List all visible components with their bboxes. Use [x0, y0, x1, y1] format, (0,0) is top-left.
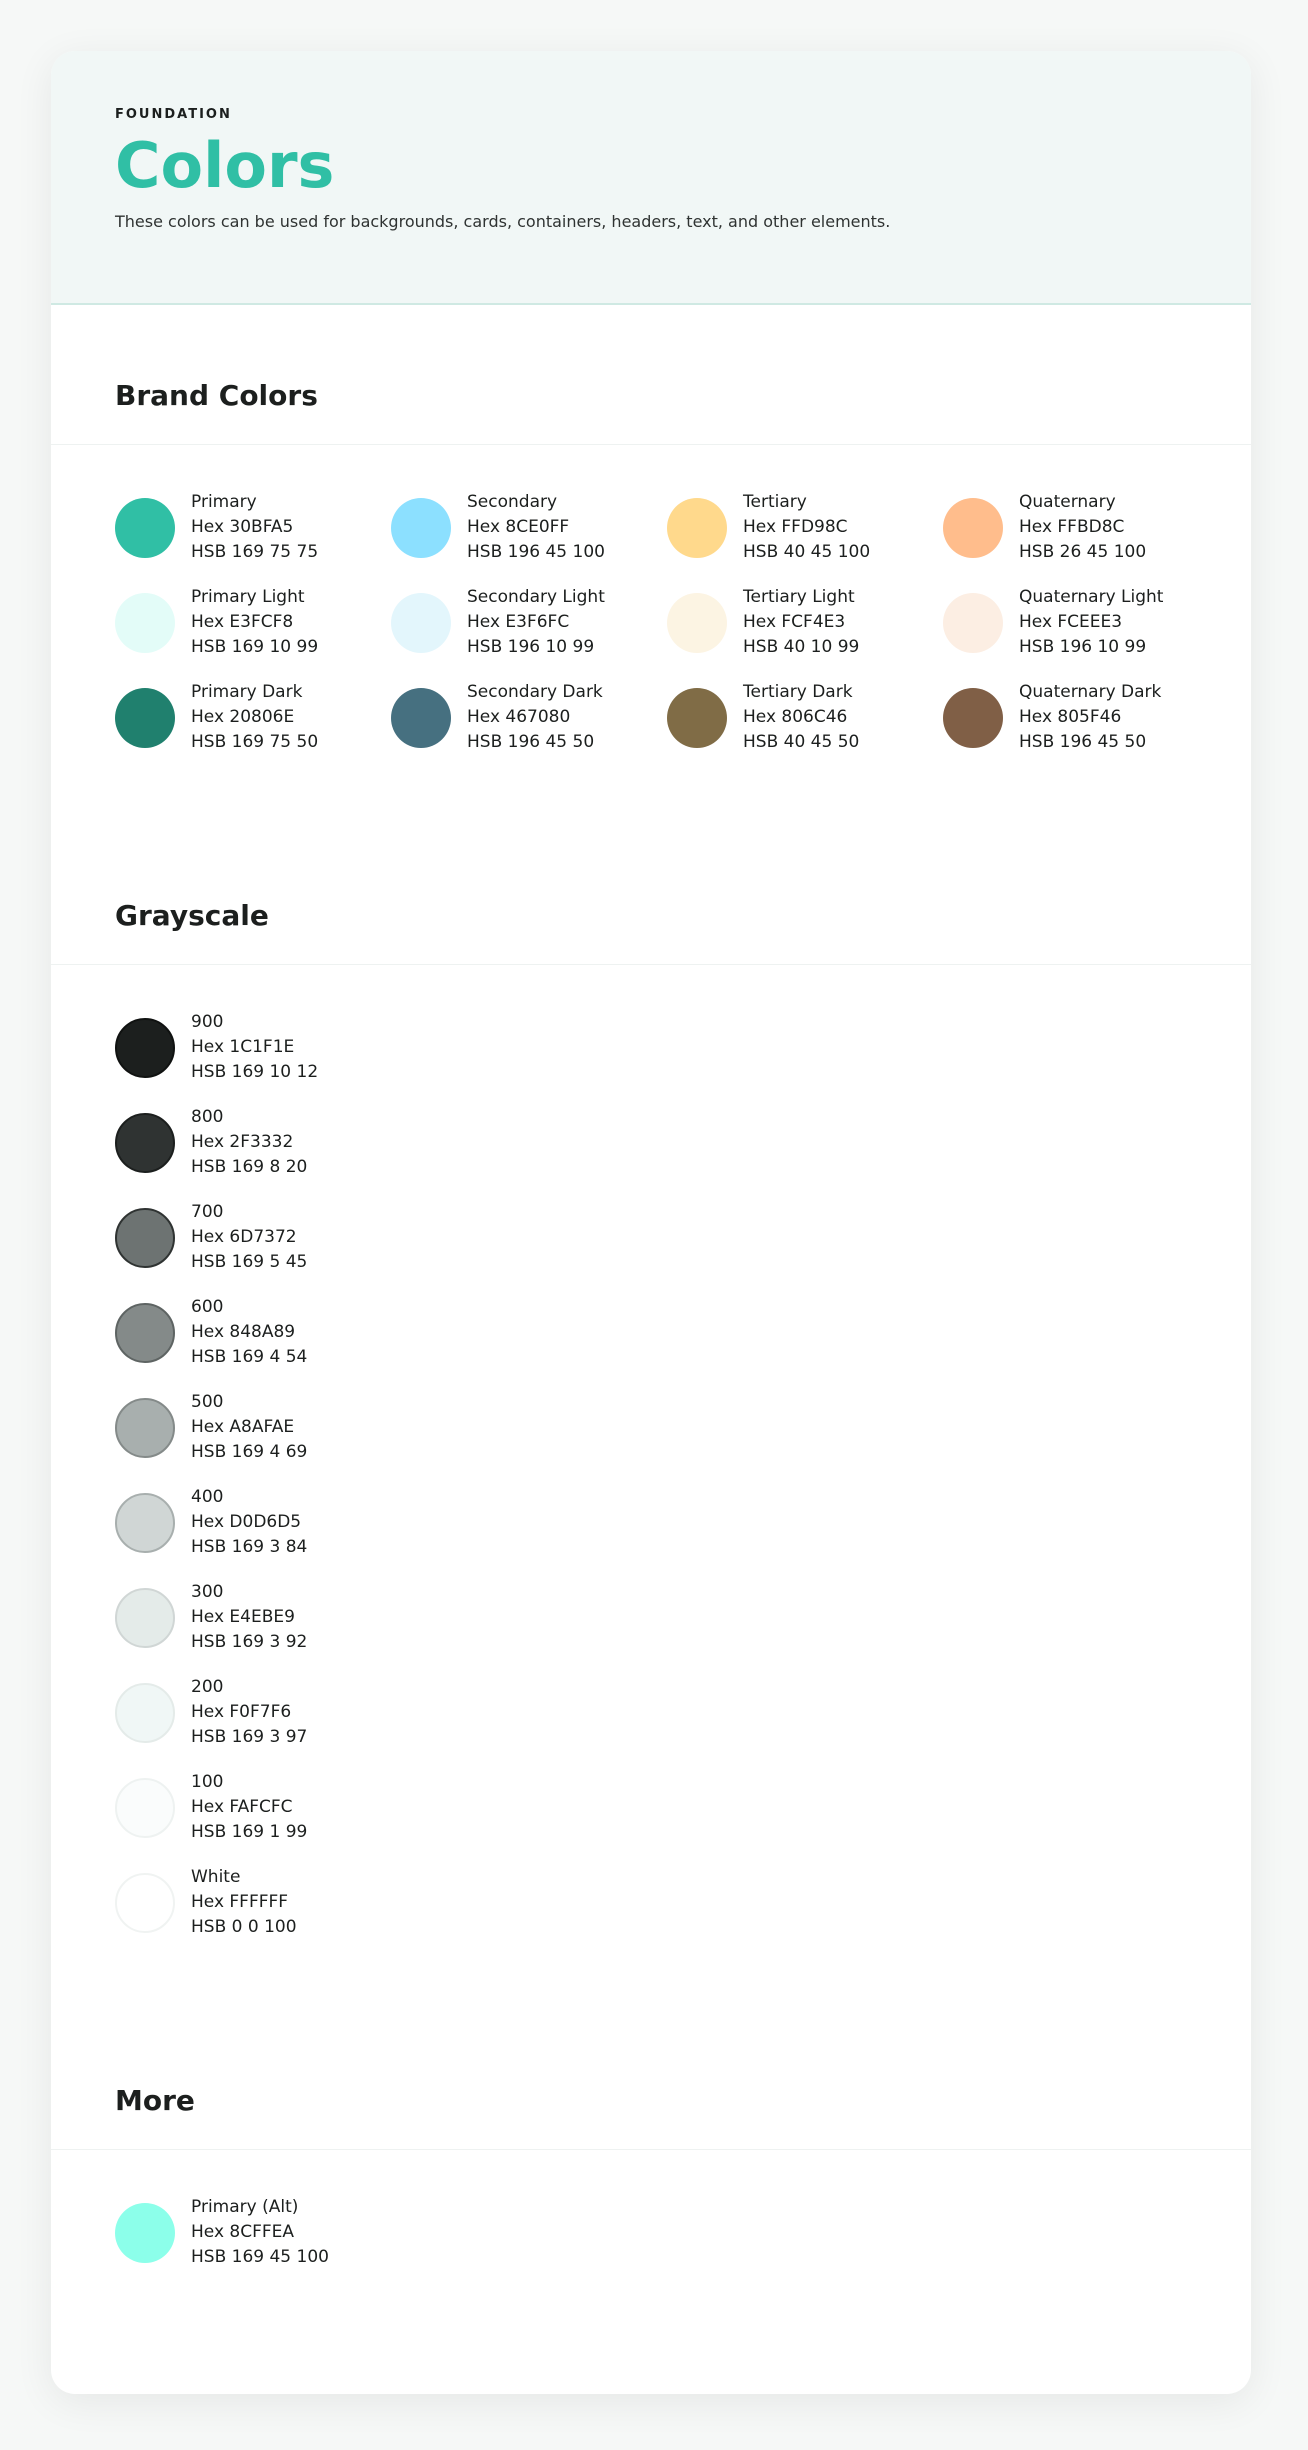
color-circle — [391, 688, 451, 748]
color-meta — [191, 1580, 307, 1655]
color-hex: Hex FFBD8C — [1019, 517, 1125, 537]
color-name: 300 — [191, 1582, 224, 1602]
color-hex: Hex E3FCF8 — [191, 612, 294, 632]
color-circle — [667, 688, 727, 748]
color-hsb: HSB 169 10 12 — [191, 1062, 319, 1082]
color-meta — [191, 1105, 307, 1180]
page-title: Colors — [115, 129, 335, 202]
color-hsb: HSB 169 4 54 — [191, 1347, 308, 1367]
color-name: Tertiary Dark — [743, 682, 853, 702]
color-meta — [191, 1865, 297, 1940]
color-swatch — [667, 585, 943, 660]
color-hsb: HSB 169 1 99 — [191, 1822, 308, 1842]
color-name: 900 — [191, 1012, 224, 1032]
color-name: Primary — [191, 492, 257, 512]
color-hsb: HSB 169 3 92 — [191, 1632, 308, 1652]
color-name: White — [191, 1867, 241, 1887]
color-hex: Hex FFD98C — [743, 517, 848, 537]
color-swatch — [115, 680, 391, 755]
color-name: 200 — [191, 1677, 224, 1697]
color-hsb: HSB 196 10 99 — [467, 637, 595, 657]
color-hex: Hex 806C46 — [743, 707, 848, 727]
color-hsb: HSB 169 3 97 — [191, 1727, 308, 1747]
color-name: Secondary Dark — [467, 682, 603, 702]
color-meta — [191, 1390, 307, 1465]
color-hsb: HSB 169 5 45 — [191, 1252, 308, 1272]
color-swatch — [115, 1200, 1187, 1275]
color-name: Primary (Alt) — [191, 2197, 299, 2217]
color-hex: Hex 8CFFEA — [191, 2222, 295, 2242]
color-circle — [115, 1493, 175, 1553]
color-hsb: HSB 40 45 50 — [743, 732, 860, 752]
color-hex: Hex FCF4E3 — [743, 612, 846, 632]
color-hsb: HSB 40 45 100 — [743, 542, 871, 562]
color-circle — [115, 1018, 175, 1078]
color-hex: Hex D0D6D5 — [191, 1512, 302, 1532]
color-hsb: HSB 169 75 50 — [191, 732, 319, 752]
color-swatch — [115, 1105, 1187, 1180]
color-name: Tertiary Light — [743, 587, 855, 607]
color-meta — [191, 680, 318, 755]
color-circle — [115, 1398, 175, 1458]
color-hsb: HSB 169 75 75 — [191, 542, 319, 562]
color-swatch — [391, 585, 667, 660]
color-hex: Hex F0F7F6 — [191, 1702, 292, 1722]
color-meta — [191, 1010, 318, 1085]
color-meta — [467, 680, 603, 755]
color-circle — [115, 1303, 175, 1363]
color-circle — [943, 688, 1003, 748]
color-hex: Hex E4EBE9 — [191, 1607, 295, 1627]
color-name: 400 — [191, 1487, 224, 1507]
color-circle — [667, 593, 727, 653]
color-swatch — [115, 1580, 1187, 1655]
color-meta — [191, 1295, 307, 1370]
color-swatch — [115, 1675, 1187, 1750]
color-meta — [191, 1770, 307, 1845]
color-name: 700 — [191, 1202, 224, 1222]
color-swatch — [115, 1010, 1187, 1085]
color-hex: Hex FFFFFF — [191, 1892, 289, 1912]
color-swatch — [115, 585, 391, 660]
color-hsb: HSB 169 45 100 — [191, 2247, 329, 2267]
color-meta — [1019, 490, 1146, 565]
color-name: 500 — [191, 1392, 224, 1412]
color-hex: Hex 6D7372 — [191, 1227, 297, 1247]
color-circle — [115, 593, 175, 653]
section-title-more: More — [115, 2084, 195, 2117]
color-hsb: HSB 169 3 84 — [191, 1537, 308, 1557]
color-hex: Hex 20806E — [191, 707, 295, 727]
grayscale-section — [51, 755, 1251, 1940]
color-swatch — [667, 680, 943, 755]
color-name: Tertiary — [743, 492, 807, 512]
color-hex: Hex 30BFA5 — [191, 517, 294, 537]
color-meta — [467, 585, 605, 660]
eyebrow-label: FOUNDATION — [115, 107, 232, 122]
color-swatch — [115, 1865, 1187, 1940]
color-hex: Hex A8AFAE — [191, 1417, 295, 1437]
more-swatch-list — [51, 2150, 1251, 2270]
color-swatch — [943, 680, 1219, 755]
color-name: Quaternary — [1019, 492, 1116, 512]
color-circle — [115, 1683, 175, 1743]
color-hsb: HSB 169 8 20 — [191, 1157, 308, 1177]
color-swatch — [115, 490, 391, 565]
color-swatch — [115, 1295, 1187, 1370]
color-hsb: HSB 26 45 100 — [1019, 542, 1147, 562]
color-name: 800 — [191, 1107, 224, 1127]
color-circle — [943, 498, 1003, 558]
color-swatch — [391, 490, 667, 565]
color-swatch — [667, 490, 943, 565]
color-name: Secondary Light — [467, 587, 605, 607]
color-circle — [115, 1873, 175, 1933]
color-hsb: HSB 0 0 100 — [191, 1917, 297, 1937]
color-meta — [191, 490, 318, 565]
color-circle — [115, 2203, 175, 2263]
color-hsb: HSB 196 45 50 — [467, 732, 595, 752]
color-name: 600 — [191, 1297, 224, 1317]
color-hex: Hex E3F6FC — [467, 612, 570, 632]
color-circle — [115, 498, 175, 558]
color-swatch — [391, 680, 667, 755]
color-meta — [1019, 680, 1161, 755]
brand-swatch-grid — [51, 445, 1251, 755]
color-meta — [191, 2195, 329, 2270]
color-hex: Hex 1C1F1E — [191, 1037, 295, 1057]
brand-colors-section — [51, 305, 1251, 755]
color-hsb: HSB 169 10 99 — [191, 637, 319, 657]
color-circle — [391, 498, 451, 558]
colors-card — [51, 51, 1251, 2394]
color-hex: Hex 467080 — [467, 707, 571, 727]
color-meta — [191, 585, 318, 660]
color-hsb: HSB 40 10 99 — [743, 637, 860, 657]
color-hex: Hex FAFCFC — [191, 1797, 293, 1817]
more-section — [51, 1940, 1251, 2270]
color-swatch — [943, 490, 1219, 565]
color-circle — [391, 593, 451, 653]
color-hsb: HSB 196 10 99 — [1019, 637, 1147, 657]
color-hsb: HSB 196 45 50 — [1019, 732, 1147, 752]
grayscale-swatch-list — [51, 965, 1251, 1940]
color-meta — [743, 585, 859, 660]
color-name: Quaternary Light — [1019, 587, 1164, 607]
color-meta — [191, 1200, 307, 1275]
color-meta — [467, 490, 605, 565]
color-hex: Hex 848A89 — [191, 1322, 296, 1342]
color-circle — [115, 1778, 175, 1838]
color-hex: Hex 805F46 — [1019, 707, 1122, 727]
color-name: Secondary — [467, 492, 558, 512]
color-meta — [191, 1485, 307, 1560]
color-hex: Hex 2F3332 — [191, 1132, 294, 1152]
color-meta — [191, 1675, 307, 1750]
color-swatch — [115, 2195, 1187, 2270]
color-meta — [1019, 585, 1163, 660]
color-swatch — [943, 585, 1219, 660]
section-title-brand: Brand Colors — [115, 379, 318, 412]
color-name: Primary Light — [191, 587, 305, 607]
color-circle — [667, 498, 727, 558]
color-swatch — [115, 1770, 1187, 1845]
color-meta — [743, 680, 859, 755]
color-circle — [115, 1588, 175, 1648]
color-swatch — [115, 1390, 1187, 1465]
color-hex: Hex FCEEE3 — [1019, 612, 1123, 632]
color-circle — [115, 1208, 175, 1268]
color-hsb: HSB 196 45 100 — [467, 542, 605, 562]
color-name: 100 — [191, 1772, 224, 1792]
color-name: Quaternary Dark — [1019, 682, 1162, 702]
section-title-grayscale: Grayscale — [115, 899, 269, 932]
color-circle — [115, 1113, 175, 1173]
color-swatch — [115, 1485, 1187, 1560]
color-name: Primary Dark — [191, 682, 303, 702]
color-meta — [743, 490, 870, 565]
page-header — [51, 51, 1251, 305]
color-hex: Hex 8CE0FF — [467, 517, 570, 537]
page-subtitle: These colors can be used for backgrounds, cards, containers, headers, text, and other elements. — [115, 212, 891, 232]
color-circle — [943, 593, 1003, 653]
color-hsb: HSB 169 4 69 — [191, 1442, 308, 1462]
color-circle — [115, 688, 175, 748]
